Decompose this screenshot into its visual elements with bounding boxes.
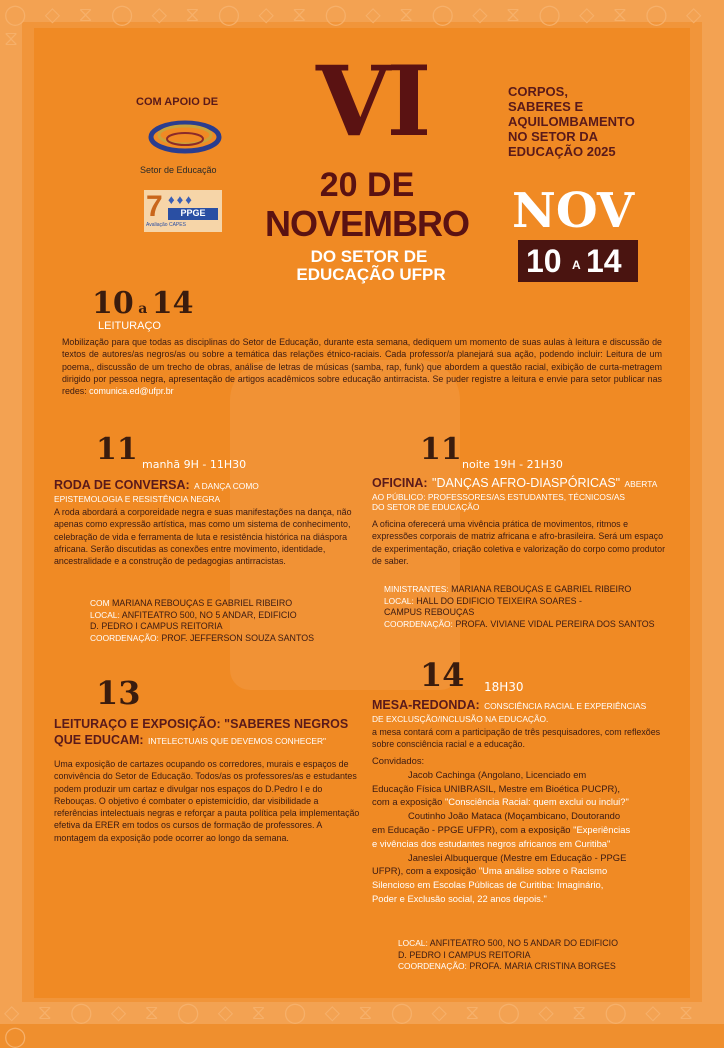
- roda-day: 11: [96, 432, 138, 467]
- border-pattern-top: ◯ ◇ ⧖ ◯ ◇ ⧖ ◯ ◇ ⧖ ◯ ◇ ⧖ ◯ ◇ ⧖ ◯ ◇ ⧖ ◯ ◇ ⧖: [4, 2, 708, 50]
- oficina-title: OFICINA:: [372, 476, 428, 490]
- ppge-number: 7: [146, 190, 163, 223]
- support-label: COM APOIO DE: [136, 96, 219, 108]
- expo-header: [54, 718, 364, 749]
- date-end: 14: [586, 243, 622, 279]
- leituraco-body: Mobilização para que todas as disciplinas do Setor de Educação, durante esta semana, dediquem um momento de suas aulas à leitura e discussão de textos de autores/as negros/as ou sobre a temática das relações étnico-raciais. Cada professor/a planejará sua ação, podendo incluir: Leitura de um poema,, discussão de um trecho de obras, análise de letras de músicas (samba, rap, funk) que abordem a questão racial, exibição de curta-metragem dirigido por pessoa negra, apresentação de artigos acadêmicos sobre educação antirracista. Se puder registre a leitura e envie para setor publicar nas redes:: [62, 337, 662, 397]
- title-line-2: NOVEMBRO: [264, 203, 469, 244]
- mesa-credits: [398, 938, 688, 973]
- mesa-day: 14: [420, 656, 465, 694]
- guest-3-expo: "Uma análise sobre o Racismo: [478, 865, 608, 877]
- mesa-coord: PROFA. MARIA CRISTINA BORGES: [469, 961, 616, 971]
- guest-2-line-1: Coutinho João Mataca (Moçambicano, Doutorando: [408, 810, 621, 822]
- roda-local-label: LOCAL:: [90, 609, 120, 620]
- roda-text: A roda abordará a corporeidade negra e suas manifestações na dança, não apenas como expressão artística, mas como um sistema de conhecimento, celebração de vida e ferramenta de luta e resistência histórica na diáspora africana. Serão discutidas as conexões entre movimento, identidade, ancestralidade e a construção de pedagogias antirracistas.: [54, 507, 352, 567]
- oficina-min-label: MINISTRANTES:: [384, 584, 449, 594]
- mesa-coord-label: COORDENAÇÃO:: [398, 961, 467, 971]
- mesa-guests-label: Convidados:: [372, 755, 425, 766]
- expo-title-1: LEITURAÇO E EXPOSIÇÃO: "SABERES NEGROS: [54, 717, 349, 731]
- ppge-caption: Avaliação CAPES: [146, 222, 186, 228]
- mesa-title: MESA-REDONDA:: [372, 698, 480, 712]
- roda-subtitle: EPISTEMOLOGIA E RESISTÊNCIA NEGRA: [54, 494, 221, 504]
- ppge-logo: [144, 190, 222, 232]
- border-pattern-bottom: ◇ ⧖ ◯ ◇ ⧖ ◯ ◇ ⧖ ◯ ◇ ⧖ ◯ ◇ ⧖ ◯ ◇ ⧖ ◯ ◇ ⧖ ◯: [4, 1000, 700, 1048]
- oficina-coord: PROFA. VIVIANE VIDAL PEREIRA DOS SANTOS: [455, 618, 655, 629]
- oficina-text: A oficina oferecerá uma vivência prática de movimentos, ritmos e expressões corporais de matriz africana e afro-brasileira. Será um espaço de experimentação, criação coletiva e valorização do corpo como produtor de saber.: [372, 519, 666, 566]
- setor-educacao-logo-icon: [140, 115, 230, 160]
- oficina-title-rest: "DANÇAS AFRO-DIASPÓRICAS": [432, 476, 621, 490]
- guest-2-line-2: em Educação - PPGE UFPR), com a exposição: [372, 823, 571, 835]
- oficina-credits: [384, 584, 674, 630]
- mesa-subtitle: DE EXCLUSÇÃO/INCLUSÃO NA EDUCAÇÃO.: [372, 714, 549, 724]
- guest-1-line-3: com a exposição: [372, 796, 443, 808]
- guest-2-expo-2: e vivências dos estudantes negros africanos em Curitiba": [372, 837, 611, 849]
- expo-text: Uma exposição de cartazes ocupando os corredores, murais e espaços de convivência do Setor de Educação. Todos/as os professores/as e estudantes podem produzir um cartaz e divulgar nos espaços do D.Pedro I e do Rebouças. O objetivo é combater o epistemicídio, dar visibilidade a referências intelectuais negras e reforçar a pauta política pela implementação efetiva da ERER em todos os cursos de formação de professores. A montagem da exposição pode ocorrer ao longo da semana.: [54, 759, 360, 843]
- mesa-guests: [372, 754, 682, 906]
- oficina-header: [372, 474, 672, 512]
- title-line-4: EDUCAÇÃO UFPR: [296, 265, 446, 284]
- roda-coord-label: COORDENAÇÃO:: [90, 632, 159, 643]
- title-line-1: 20 DE: [319, 166, 415, 204]
- setor-logo-text: Setor de Educação: [140, 165, 217, 175]
- oficina-subtitle-2: DO SETOR DE EDUCAÇÃO: [372, 502, 480, 512]
- mesa-header: [372, 696, 682, 724]
- roda-title: RODA DE CONVERSA:: [54, 478, 190, 492]
- oficina-local: HALL DO EDIFICIO TEIXEIRA SOARES -: [416, 595, 582, 606]
- leituraco-day-2: 14: [151, 286, 194, 321]
- theme-line-5: EDUCAÇÃO 2025: [508, 144, 616, 159]
- expo-title-2: QUE EDUCAM:: [54, 733, 144, 747]
- theme-line-2: SABERES E: [508, 99, 584, 114]
- guest-3-line-2: UFPR), com a exposição: [372, 865, 477, 877]
- mesa-text: a mesa contará com a participação de três pesquisadores, com reflexões sobre consciência racial e a educação.: [372, 727, 661, 750]
- guest-3-expo-2: Silencioso em Escolas Públicas de Curitiba: Imaginário,: [372, 879, 604, 891]
- oficina-local-label: LOCAL:: [384, 595, 414, 606]
- guest-1-expo: "Consciência Racial: quem exclui ou inclui?": [444, 796, 629, 808]
- oficina-min: MARIANA REBOUÇAS E GABRIEL RIBEIRO: [451, 584, 632, 594]
- oficina-coord-label: COORDENAÇÃO:: [384, 618, 453, 629]
- date-start: 10: [526, 243, 562, 279]
- guest-1-line-2: Educação Física UNIBRASIL, Mestre em Bioética PUCPR),: [372, 782, 620, 794]
- roda-com: MARIANA REBOUÇAS E GABRIEL RIBEIRO: [112, 598, 293, 608]
- guest-3-line-1: Janeslei Albuquerque (Mestre em Educação - PPGE: [408, 851, 627, 863]
- roda-coord: PROF. JEFFERSON SOUZA SANTOS: [161, 632, 315, 643]
- oficina-time: noite 19H - 21H30: [462, 458, 563, 471]
- oficina-subtitle-1: AO PÚBLICO: PROFESSORES/AS ESTUDANTES, TÉCNICOS/AS: [372, 492, 626, 502]
- guest-2-expo: "Experiências: [573, 823, 631, 835]
- oficina-tail: ABERTA: [624, 479, 658, 489]
- roda-time: manhã 9H - 11H30: [142, 458, 247, 471]
- mesa-local: ANFITEATRO 500, NO 5 ANDAR DO EDIFICIO: [429, 938, 618, 948]
- expo-day: 13: [96, 674, 141, 712]
- date-range-box: [518, 240, 638, 282]
- guest-3-expo-3: Poder e Exclusão social, 22 anos depois.": [372, 892, 547, 904]
- oficina-local-2: CAMPUS REBOUÇAS: [384, 607, 475, 617]
- theme: [508, 84, 635, 159]
- mesa-title-rest: CONSCIÊNCIA RACIAL E EXPERIÊNCIAS: [484, 701, 647, 711]
- leituraco-day-1: 10: [92, 286, 134, 321]
- leituraco-email[interactable]: comunica.ed@ufpr.br: [89, 386, 174, 397]
- roda-credits: [90, 598, 350, 644]
- roda-title-rest: A DANÇA COMO: [194, 481, 259, 491]
- theme-line-4: NO SETOR DA: [508, 129, 599, 144]
- ppge-people-icon: ♦♦♦: [168, 192, 194, 207]
- mesa-local-label: LOCAL:: [398, 938, 428, 948]
- leituraco-label: LEITURAÇO: [98, 320, 161, 332]
- roda-local: ANFITEATRO 500, NO 5 ANDAR, EDIFICIO: [121, 609, 297, 620]
- leituraco-dates: [92, 286, 193, 321]
- mesa-local-2: D. PEDRO I CAMPUS REITORIA: [398, 949, 531, 960]
- title-line-3: DO SETOR DE: [310, 247, 428, 266]
- mesa-time: 18H30: [484, 680, 524, 694]
- expo-title-2-rest: INTELECTUAIS QUE DEVEMOS CONHECER": [148, 736, 326, 746]
- month: NOV: [512, 183, 635, 239]
- theme-line-1: CORPOS,: [508, 84, 568, 99]
- leituraco-text: [62, 336, 662, 397]
- roda-local-2: D. PEDRO I CAMPUS REITORIA: [90, 621, 223, 631]
- ppge-text: PPGE: [168, 208, 218, 220]
- date-sep: A: [572, 258, 581, 272]
- guest-1-line-1: Jacob Cachinga (Angolano, Licenciado em: [408, 768, 587, 780]
- roda-header: [54, 476, 354, 504]
- leituraco-sep: a: [138, 301, 148, 317]
- edition-roman: VI: [316, 45, 428, 158]
- roda-com-label: COM: [90, 598, 110, 608]
- theme-line-3: AQUILOMBAMENTO: [508, 114, 635, 129]
- oficina-day: 11: [420, 432, 462, 467]
